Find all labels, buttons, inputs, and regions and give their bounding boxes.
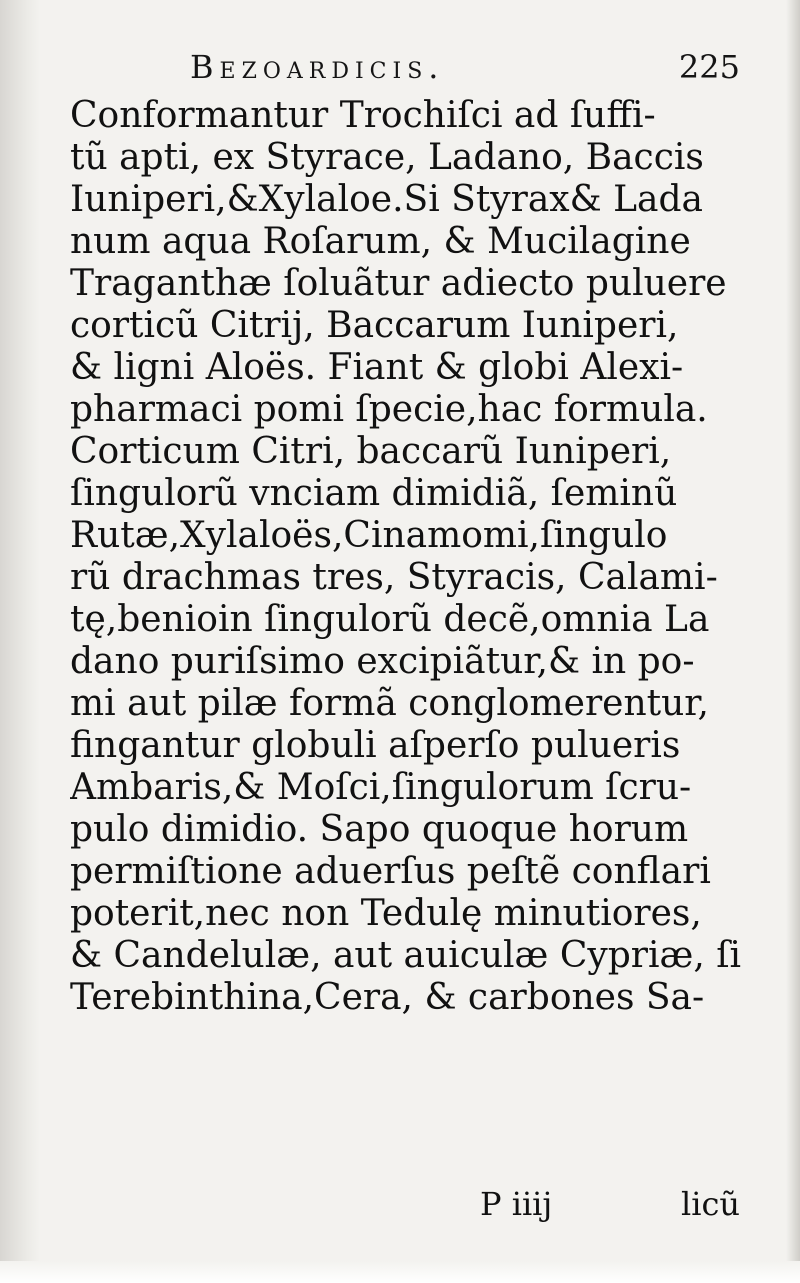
text-line: Iuniperi,&Xylaloe.Si Styrax& Lada [70,179,703,220]
text-line: pharmaci pomi ſpecie,hac formula. [70,389,708,430]
text-line: Ambaris,& Moſci,ſingulorum ſcru- [70,767,692,808]
text-line: mi aut pilæ formã conglomerentur, [70,683,709,724]
page-bottom-edge [0,1261,800,1283]
page-footer [480,1185,780,1227]
text-line: Corticum Citri, baccarũ Iuniperi, [70,431,672,472]
text-line: pulo dimidio. Sapo quoque horum [70,809,689,850]
text-line: tũ apti, ex Styrace, Ladano, Baccis [70,137,704,178]
text-line: ſingulorũ vnciam dimidiã, ſeminũ [70,473,678,514]
text-line: corticũ Citrij, Baccarum Iuniperi, [70,305,679,346]
text-line: Conformantur Trochiſci ad ſuffi- [70,95,656,136]
text-line: Terebinthina,Cera, & carbones Sa- [70,977,705,1018]
page-edge-shadow [786,0,800,1283]
text-line: & ligni Aloës. Fiant & globi Alexi- [70,347,684,388]
page-header [190,48,750,92]
text-line: dano puriſsimo excipiãtur,& in po- [70,641,695,682]
body-text [70,95,770,1019]
page-number: 225 [678,48,740,86]
signature-mark: P iiij [480,1185,553,1223]
text-line: poterit,nec non Tedulę minutiores, [70,893,702,934]
text-line: fingantur globuli aſperſo pulueris [70,725,681,766]
catchword: licũ [681,1185,740,1223]
text-line: Rutæ,Xylaloës,Cinamomi,ſingulo [70,515,668,556]
text-line: rũ drachmas tres, Styracis, Calami- [70,557,718,598]
page-gutter-shadow [0,0,40,1283]
text-line: permiſtione aduerſus peſtẽ conflari [70,851,711,892]
text-line: tę,benioin ſingulorũ decẽ,omnia La [70,599,710,640]
text-line: num aqua Roſarum, & Mucilagine [70,221,691,262]
running-head: Bezoardicis. [190,48,445,86]
text-line: Traganthæ ſoluãtur adiecto puluere [70,263,727,304]
text-line: & Candelulæ, aut auiculæ Cypriæ, ſi [70,935,742,976]
